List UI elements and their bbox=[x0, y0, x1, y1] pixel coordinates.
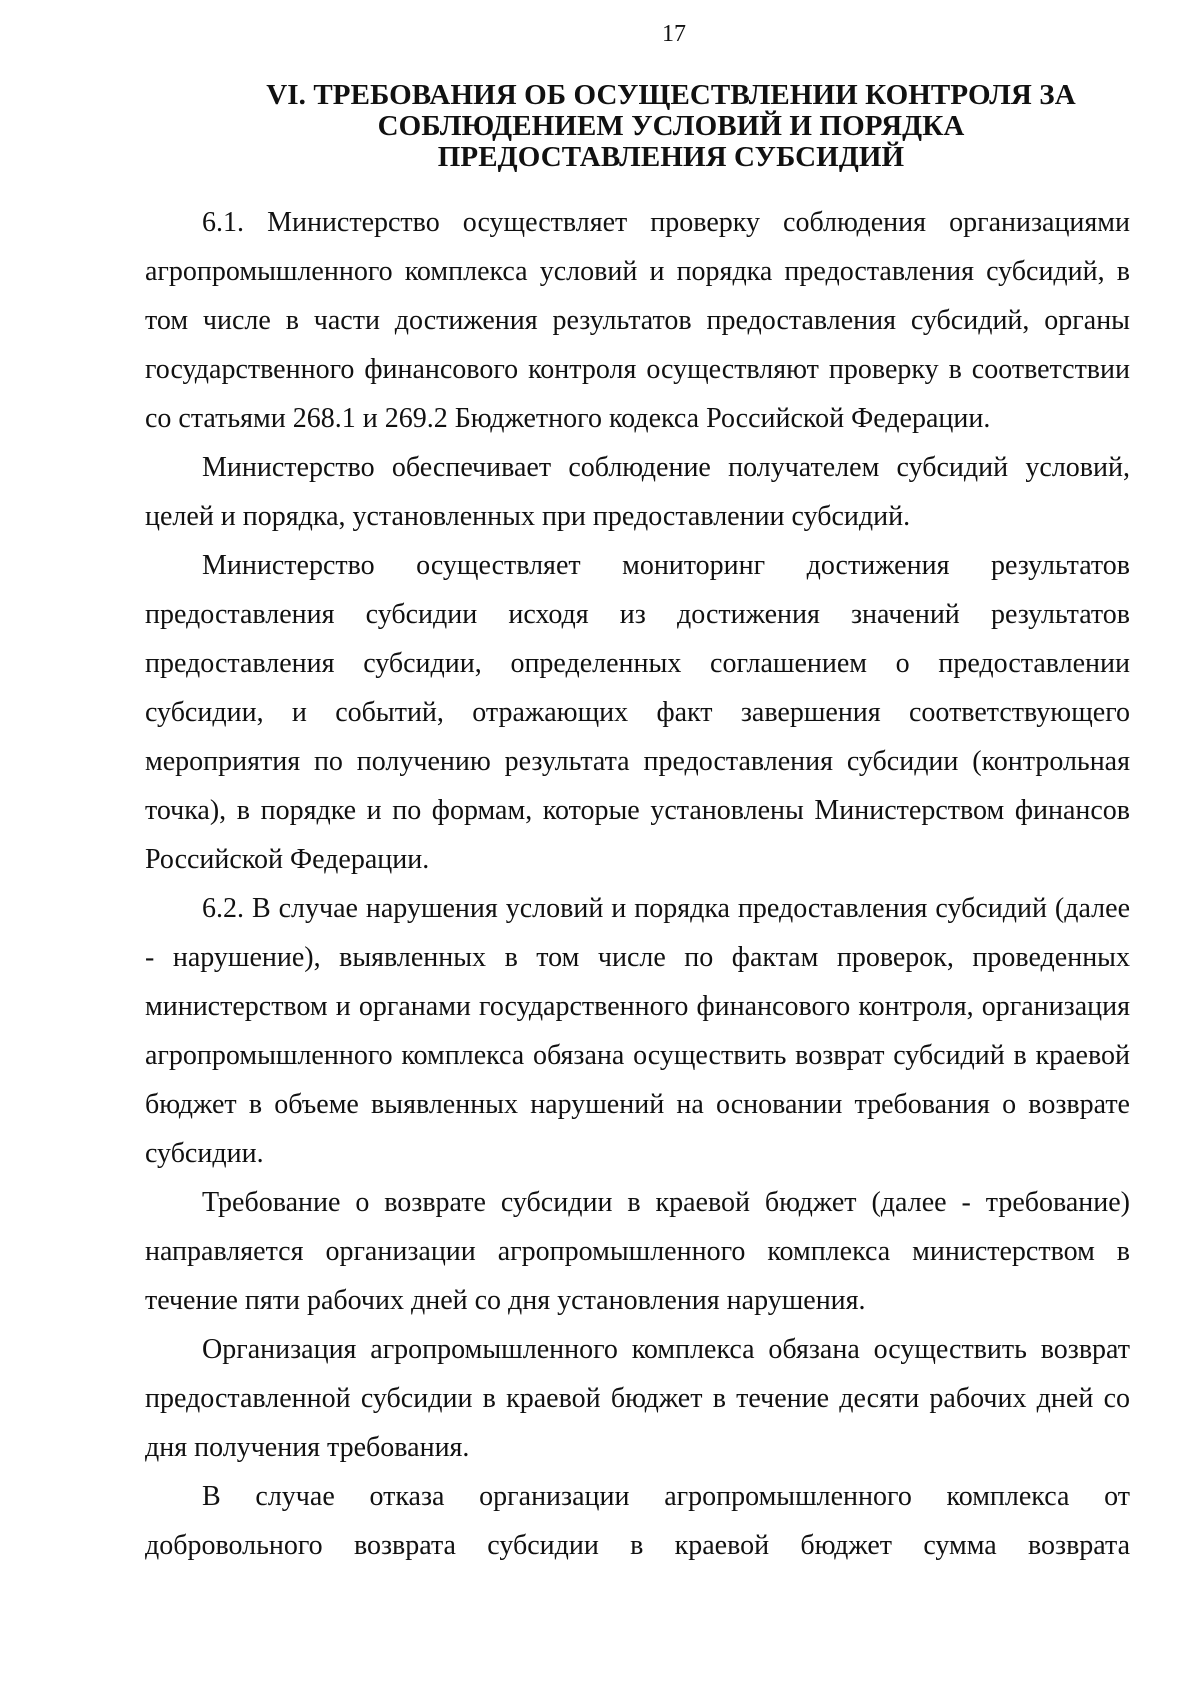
document-body bbox=[145, 198, 1130, 1570]
section-heading bbox=[145, 80, 1197, 173]
heading-line: СОБЛЮДЕНИЕМ УСЛОВИЙ И ПОРЯДКА bbox=[377, 110, 965, 142]
paragraph-ministry-compliance: Министерство обеспечивает соблюдение получателем субсидий условий, целей и порядка, установленных при предоставлении субсидий. bbox=[145, 452, 1130, 532]
heading-line: VI. ТРЕБОВАНИЯ ОБ ОСУЩЕСТВЛЕНИИ КОНТРОЛЯ ЗА bbox=[266, 79, 1076, 111]
paragraph-refund-requirement: Требование о возврате субсидии в краевой бюджет (далее - требование) направляется организации агропромышленного комплекса министерством в течение пяти рабочих дней со дня установления нарушения. bbox=[145, 1187, 1130, 1316]
paragraph-ministry-monitoring: Министерство осуществляет мониторинг достижения результатов предоставления субсидии исходя из достижения значений результатов предоставления субсидии, определенных соглашением о предоставлении субсидии, и событий, отражающих факт завершения соответствующего мероприятия по получению результата предоставления субсидии (контрольная точка), в порядке и по формам, которые установлены Министерством финансов Российской Федерации. bbox=[145, 550, 1130, 875]
heading-line: ПРЕДОСТАВЛЕНИЯ СУБСИДИЙ bbox=[437, 141, 905, 173]
paragraph-6-2: 6.2. В случае нарушения условий и порядка предоставления субсидий (далее - нарушение), выявленных в том числе по фактам проверок, проведенных министерством и органами государственного финансового контроля, организация агропромышленного комплекса обязана осуществить возврат субсидий в краевой бюджет в объеме выявленных нарушений на основании требования о возврате субсидии. bbox=[145, 893, 1130, 1169]
paragraph-refund-term: Организация агропромышленного комплекса обязана осуществить возврат предоставленной субсидии в краевой бюджет в течение десяти рабочих дней со дня получения требования. bbox=[145, 1334, 1130, 1463]
paragraph-refusal: В случае отказа организации агропромышленного комплекса от добровольного возврата субсидии в краевой бюджет сумма возврата bbox=[145, 1481, 1130, 1561]
page-number: 17 bbox=[662, 21, 686, 47]
paragraph-6-1: 6.1. Министерство осуществляет проверку соблюдения организациями агропромышленного комплекса условий и порядка предоставления субсидий, в том числе в части достижения результатов предоставления субсидий, органы государственного финансового контроля осуществляют проверку в соответствии со статьями 268.1 и 269.2 Бюджетного кодекса Российской Федерации. bbox=[145, 207, 1130, 434]
